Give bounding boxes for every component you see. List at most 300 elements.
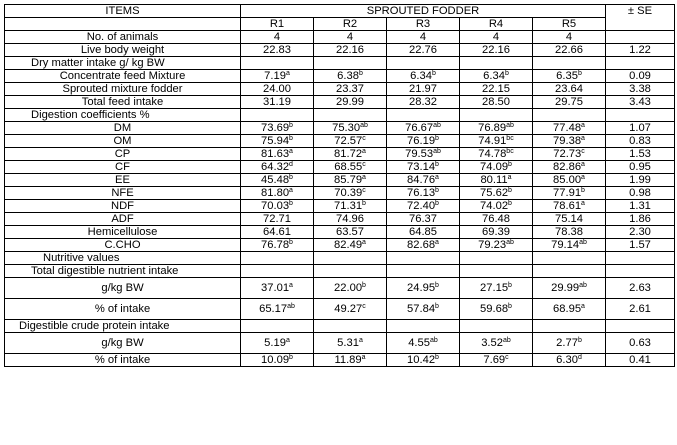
empty-cell: [460, 320, 533, 333]
cell-value: 79.53: [405, 148, 434, 160]
cell-value: 81.72: [334, 148, 363, 160]
significance-letter: b: [435, 200, 439, 207]
value-cell-r1: [241, 174, 314, 187]
value-cell-r4: [460, 161, 533, 174]
value-cell-r2: [314, 200, 387, 213]
cell-value: 64.32: [261, 161, 290, 173]
significance-letter: d: [289, 161, 293, 168]
significance-letter: a: [361, 354, 366, 361]
group-r4: R4: [460, 18, 533, 31]
empty-cell: [314, 57, 387, 70]
row-label: Digestible crude protein intake: [5, 320, 241, 333]
cell-value: 76.67: [405, 122, 434, 134]
value-cell-r1: [241, 161, 314, 174]
significance-letter: a: [581, 303, 585, 310]
empty-cell: [606, 57, 675, 70]
value-cell-r1: [241, 122, 314, 135]
empty-cell: [387, 265, 460, 278]
se-cell: 1.22: [606, 44, 675, 57]
cell-value: 72.40: [407, 200, 436, 212]
table-row: [5, 135, 675, 148]
significance-letter: b: [362, 200, 366, 207]
value-cell-r2: [314, 187, 387, 200]
value-cell-r2: [314, 148, 387, 161]
cell-value: 74.96: [336, 213, 364, 225]
cell-value: 11.89: [334, 354, 362, 366]
significance-letter: b: [577, 337, 582, 344]
cell-value: 74.91: [478, 135, 507, 147]
table-row: [5, 299, 675, 320]
items-header-spacer: [5, 18, 241, 31]
table-row: [5, 187, 675, 200]
table-row: [5, 354, 675, 367]
value-cell-r5: [533, 83, 606, 96]
se-cell: 3.38: [606, 83, 675, 96]
value-cell-r5: [533, 70, 606, 83]
significance-letter: b: [358, 70, 363, 77]
cell-value: 70.03: [261, 200, 290, 212]
table-row: [5, 161, 675, 174]
row-label: Sprouted mixture fodder: [5, 83, 241, 96]
cell-value: 75.14: [555, 213, 583, 225]
significance-letter: a: [581, 174, 585, 181]
significance-letter: b: [435, 303, 439, 310]
value-cell-r2: [314, 135, 387, 148]
significance-letter: b: [289, 200, 293, 207]
cell-value: 81.63: [261, 148, 290, 160]
significance-letter: b: [435, 135, 439, 142]
cell-value: 22.15: [482, 83, 510, 95]
se-cell: 1.86: [606, 213, 675, 226]
value-cell-r4: [460, 278, 533, 299]
value-cell-r5: [533, 200, 606, 213]
table-row: [5, 70, 675, 83]
table-row: [5, 109, 675, 122]
cell-value: 22.66: [555, 44, 583, 56]
se-cell: 0.95: [606, 161, 675, 174]
cell-value: 80.11: [480, 174, 508, 186]
significance-letter: b: [435, 282, 439, 289]
cell-value: 68.95: [553, 303, 582, 315]
row-label: C.CHO: [5, 239, 241, 252]
empty-cell: [314, 252, 387, 265]
row-label: CF: [5, 161, 241, 174]
value-cell-r3: [387, 70, 460, 83]
empty-cell: [314, 265, 387, 278]
table-row: [5, 122, 675, 135]
value-cell-r2: [314, 70, 387, 83]
value-cell-r3: [387, 187, 460, 200]
value-cell-r3: [387, 200, 460, 213]
significance-letter: a: [289, 187, 293, 194]
cell-value: 4: [273, 31, 281, 43]
significance-letter: b: [508, 187, 512, 194]
cell-value: 22.16: [482, 44, 510, 56]
nutrition-table: [4, 4, 675, 367]
empty-cell: [387, 320, 460, 333]
value-cell-r3: [387, 354, 460, 367]
significance-letter: ab: [287, 303, 295, 310]
cell-value: 74.78: [478, 148, 507, 160]
value-cell-r5: [533, 239, 606, 252]
cell-value: 65.17: [259, 303, 288, 315]
significance-letter: b: [289, 135, 293, 142]
cell-value: 82.49: [334, 239, 363, 251]
row-label: NDF: [5, 200, 241, 213]
significance-letter: a: [362, 239, 366, 246]
value-cell-r4: [460, 299, 533, 320]
empty-cell: [387, 109, 460, 122]
significance-letter: ab: [579, 239, 587, 246]
significance-letter: b: [435, 187, 439, 194]
significance-letter: c: [505, 354, 509, 361]
cell-value: 45.48: [261, 174, 290, 186]
table-row: [5, 226, 675, 239]
row-label: % of intake: [5, 354, 241, 367]
value-cell-r3: [387, 31, 460, 44]
empty-cell: [241, 57, 314, 70]
cell-value: 74.09: [480, 161, 509, 173]
value-cell-r5: [533, 31, 606, 44]
row-label: CP: [5, 148, 241, 161]
table-row: [5, 265, 675, 278]
empty-cell: [606, 109, 675, 122]
table-row: [5, 83, 675, 96]
row-label: No. of animals: [5, 31, 241, 44]
cell-value: 6.38: [337, 70, 359, 82]
value-cell-r4: [460, 122, 533, 135]
significance-letter: ab: [433, 148, 441, 155]
cell-value: 31.19: [263, 96, 291, 108]
cell-value: 6.35: [556, 70, 578, 82]
se-cell: 1.57: [606, 239, 675, 252]
value-cell-r1: [241, 278, 314, 299]
table-row: [5, 31, 675, 44]
cell-value: 76.19: [407, 135, 436, 147]
value-cell-r4: [460, 226, 533, 239]
table-row: [5, 213, 675, 226]
value-cell-r1: [241, 31, 314, 44]
row-label: Live body weight: [5, 44, 241, 57]
cell-value: 22.16: [336, 44, 364, 56]
se-cell: 0.41: [606, 354, 675, 367]
row-label: g/kg BW: [5, 333, 241, 354]
value-cell-r3: [387, 239, 460, 252]
se-cell: 0.63: [606, 333, 675, 354]
cell-value: 7.69: [483, 354, 506, 366]
value-cell-r1: [241, 226, 314, 239]
cell-value: 29.99: [551, 282, 580, 294]
cell-value: 71.31: [334, 200, 363, 212]
value-cell-r2: [314, 226, 387, 239]
cell-value: 10.09: [261, 354, 290, 366]
value-cell-r2: [314, 161, 387, 174]
value-cell-r2: [314, 354, 387, 367]
cell-value: 75.94: [261, 135, 290, 147]
value-cell-r5: [533, 148, 606, 161]
se-cell: 2.63: [606, 278, 675, 299]
significance-letter: b: [289, 122, 293, 129]
significance-letter: d: [577, 354, 582, 361]
value-cell-r1: [241, 96, 314, 109]
value-cell-r5: [533, 96, 606, 109]
value-cell-r4: [460, 70, 533, 83]
table-row: [5, 57, 675, 70]
cell-value: 22.76: [409, 44, 437, 56]
significance-letter: b: [289, 174, 293, 181]
cell-value: 49.27: [334, 303, 363, 315]
value-cell-r2: [314, 239, 387, 252]
cell-value: 64.85: [409, 226, 437, 238]
cell-value: 5.19: [264, 337, 286, 349]
cell-value: 85.00: [553, 174, 582, 186]
cell-value: 75.30: [332, 122, 361, 134]
cell-value: 5.31: [337, 337, 359, 349]
cell-value: 82.68: [407, 239, 436, 251]
value-cell-r4: [460, 96, 533, 109]
value-cell-r3: [387, 148, 460, 161]
value-cell-r2: [314, 213, 387, 226]
cell-value: 72.71: [263, 213, 291, 225]
cell-value: 68.55: [334, 161, 363, 173]
table-row: [5, 252, 675, 265]
cell-value: 23.37: [336, 83, 364, 95]
cell-value: 3.52: [481, 337, 503, 349]
cell-value: 2.77: [556, 337, 578, 349]
empty-cell: [533, 320, 606, 333]
significance-letter: c: [362, 187, 366, 194]
row-label: Hemicellulose: [5, 226, 241, 239]
value-cell-r5: [533, 278, 606, 299]
cell-value: 37.01: [261, 282, 290, 294]
value-cell-r1: [241, 83, 314, 96]
cell-value: 69.39: [482, 226, 510, 238]
value-cell-r3: [387, 278, 460, 299]
significance-letter: a: [362, 174, 366, 181]
row-label: EE: [5, 174, 241, 187]
se-cell: 0.09: [606, 70, 675, 83]
value-cell-r3: [387, 299, 460, 320]
value-cell-r5: [533, 213, 606, 226]
value-cell-r1: [241, 239, 314, 252]
value-cell-r4: [460, 83, 533, 96]
cell-value: 72.73: [553, 148, 582, 160]
cell-value: 24.95: [407, 282, 436, 294]
value-cell-r2: [314, 333, 387, 354]
value-cell-r5: [533, 44, 606, 57]
cell-value: 73.69: [261, 122, 290, 134]
group-r2: R2: [314, 18, 387, 31]
empty-cell: [460, 57, 533, 70]
cell-value: 4.55: [408, 337, 430, 349]
value-cell-r4: [460, 239, 533, 252]
value-cell-r3: [387, 122, 460, 135]
cell-value: 76.13: [407, 187, 436, 199]
cell-value: 85.79: [334, 174, 363, 186]
value-cell-r5: [533, 161, 606, 174]
significance-letter: b: [508, 282, 512, 289]
cell-value: 76.89: [478, 122, 507, 134]
cell-value: 76.48: [482, 213, 510, 225]
value-cell-r3: [387, 135, 460, 148]
significance-letter: a: [435, 174, 439, 181]
significance-letter: bc: [506, 148, 514, 155]
value-cell-r1: [241, 44, 314, 57]
se-cell: 1.53: [606, 148, 675, 161]
significance-letter: c: [362, 303, 366, 310]
row-label: g/kg BW: [5, 278, 241, 299]
significance-letter: a: [581, 161, 585, 168]
significance-letter: b: [508, 303, 512, 310]
value-cell-r5: [533, 174, 606, 187]
significance-letter: b: [504, 70, 509, 77]
cell-value: 78.38: [555, 226, 583, 238]
cell-value: 21.97: [409, 83, 437, 95]
value-cell-r3: [387, 44, 460, 57]
se-cell: 2.30: [606, 226, 675, 239]
row-label: Total digestible nutrient intake: [5, 265, 241, 278]
cell-value: 28.32: [409, 96, 437, 108]
value-cell-r4: [460, 187, 533, 200]
value-cell-r3: [387, 96, 460, 109]
value-cell-r2: [314, 31, 387, 44]
cell-value: 4: [419, 31, 427, 43]
value-cell-r1: [241, 135, 314, 148]
significance-letter: a: [285, 337, 290, 344]
value-cell-r2: [314, 122, 387, 135]
value-cell-r4: [460, 333, 533, 354]
value-cell-r4: [460, 174, 533, 187]
empty-cell: [241, 252, 314, 265]
value-cell-r1: [241, 200, 314, 213]
value-cell-r4: [460, 31, 533, 44]
group-r5: R5: [533, 18, 606, 31]
value-cell-r3: [387, 83, 460, 96]
value-cell-r4: [460, 148, 533, 161]
row-label: ADF: [5, 213, 241, 226]
value-cell-r3: [387, 226, 460, 239]
se-cell: 0.98: [606, 187, 675, 200]
significance-letter: bc: [506, 135, 514, 142]
cell-value: 4: [492, 31, 500, 43]
cell-value: 76.37: [409, 213, 437, 225]
significance-letter: c: [362, 161, 366, 168]
cell-value: 29.99: [336, 96, 364, 108]
significance-letter: ab: [506, 239, 514, 246]
value-cell-r2: [314, 278, 387, 299]
table-row: [5, 96, 675, 109]
se-cell: [606, 31, 675, 44]
se-header-spacer: [606, 18, 675, 31]
empty-cell: [606, 252, 675, 265]
cell-value: 75.62: [480, 187, 509, 199]
value-cell-r1: [241, 70, 314, 83]
value-cell-r1: [241, 299, 314, 320]
cell-value: 22.83: [263, 44, 291, 56]
table-row: [5, 44, 675, 57]
significance-letter: a: [285, 70, 290, 77]
cell-value: 4: [565, 31, 573, 43]
cell-value: 22.00: [334, 282, 363, 294]
cell-value: 63.57: [336, 226, 364, 238]
table-row: [5, 333, 675, 354]
table-row: [5, 148, 675, 161]
table-row: [5, 239, 675, 252]
cell-value: 29.75: [555, 96, 583, 108]
significance-letter: a: [581, 135, 585, 142]
row-label: DM: [5, 122, 241, 135]
significance-letter: b: [431, 70, 436, 77]
empty-cell: [387, 57, 460, 70]
row-label: OM: [5, 135, 241, 148]
cell-value: 72.57: [334, 135, 363, 147]
cell-value: 4: [346, 31, 354, 43]
significance-letter: b: [435, 161, 439, 168]
cell-value: 79.38: [553, 135, 582, 147]
cell-value: 77.91: [553, 187, 582, 199]
value-cell-r5: [533, 333, 606, 354]
value-cell-r5: [533, 135, 606, 148]
cell-value: 74.02: [480, 200, 509, 212]
se-cell: 1.31: [606, 200, 675, 213]
cell-value: 78.61: [553, 200, 582, 212]
empty-cell: [533, 265, 606, 278]
group-r3: R3: [387, 18, 460, 31]
significance-letter: ab: [360, 122, 368, 129]
empty-cell: [533, 109, 606, 122]
cell-value: 28.50: [482, 96, 510, 108]
cell-value: 81.80: [261, 187, 290, 199]
empty-cell: [241, 265, 314, 278]
empty-cell: [314, 109, 387, 122]
cell-value: 59.68: [480, 303, 509, 315]
empty-cell: [606, 265, 675, 278]
value-cell-r1: [241, 187, 314, 200]
value-cell-r5: [533, 354, 606, 367]
se-cell: 3.43: [606, 96, 675, 109]
significance-letter: b: [581, 187, 585, 194]
value-cell-r4: [460, 44, 533, 57]
value-cell-r3: [387, 213, 460, 226]
items-header: ITEMS: [5, 5, 241, 18]
value-cell-r4: [460, 135, 533, 148]
significance-letter: b: [362, 282, 366, 289]
cell-value: 82.86: [553, 161, 582, 173]
value-cell-r5: [533, 187, 606, 200]
cell-value: 6.34: [410, 70, 432, 82]
empty-cell: [460, 252, 533, 265]
cell-value: 57.84: [407, 303, 436, 315]
table-row: [5, 278, 675, 299]
value-cell-r1: [241, 333, 314, 354]
header-row-2: [5, 18, 675, 31]
row-label: Concentrate feed Mixture: [5, 70, 241, 83]
value-cell-r3: [387, 161, 460, 174]
significance-letter: a: [507, 174, 512, 181]
se-cell: 0.83: [606, 135, 675, 148]
significance-letter: c: [362, 135, 366, 142]
value-cell-r5: [533, 226, 606, 239]
cell-value: 24.00: [263, 83, 291, 95]
significance-letter: b: [289, 354, 293, 361]
empty-cell: [533, 57, 606, 70]
significance-letter: ab: [433, 122, 441, 129]
value-cell-r1: [241, 213, 314, 226]
significance-letter: b: [577, 70, 582, 77]
value-cell-r5: [533, 299, 606, 320]
significance-letter: b: [508, 161, 512, 168]
value-cell-r2: [314, 83, 387, 96]
